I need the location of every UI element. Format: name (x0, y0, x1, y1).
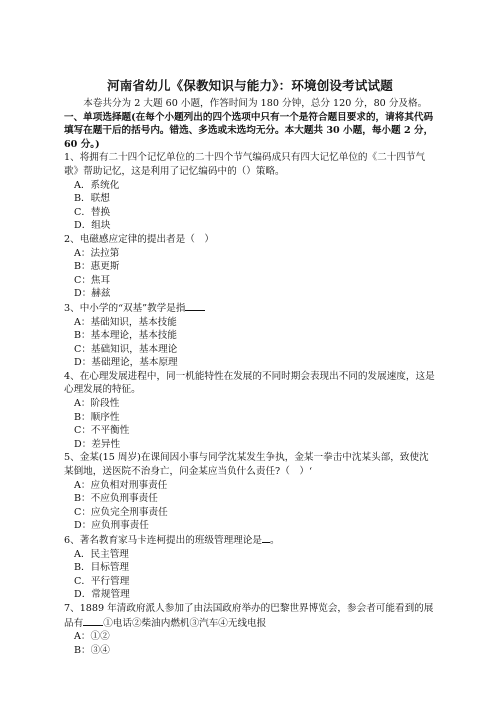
q7-stem-items: ①电话②柴油内燃机③汽车④无线电报 (103, 617, 267, 629)
exam-page (64, 78, 436, 657)
q4-option-d: D：差异性 (74, 438, 121, 450)
q7-option-b: B：③④ (74, 644, 110, 656)
q5-option-b: B：不应负刑事责任 (74, 493, 158, 505)
answer-blank (83, 616, 103, 626)
question-6-stem (64, 533, 436, 548)
answer-blank (185, 301, 205, 311)
q6-option-c: C．平行管理 (74, 575, 130, 587)
q2-option-d: D：赫兹 (74, 288, 111, 300)
exam-title: 河南省幼儿《保教知识与能力》：环境创设考试试题 (107, 78, 393, 93)
question-3-stem (64, 301, 436, 316)
q6-option-d: D．常规管理 (74, 589, 130, 601)
q4-option-a: A：阶段性 (74, 398, 120, 410)
q7-option-a: A：①② (74, 631, 110, 643)
exam-intro: 本卷共分为 2 大题 60 小题，作答时间为 180 分钟，总分 120 分，80 分及格。 (83, 98, 428, 109)
question-1-stem: 1、将拥有二十四个记忆单位的二十四个节气编码成只有四大记忆单位的《二十四节气歌》帮助记忆，这是利用了记忆编码中的（）策略。 (64, 152, 426, 177)
q4-option-b: B：顺序性 (74, 411, 120, 423)
q1-option-a: A．系统化 (74, 179, 120, 191)
q2-option-c: C：焦耳 (74, 274, 111, 286)
q2-option-b: B：惠更斯 (74, 261, 120, 273)
q3-stem-text: 3、中小学的“双基”教学是指 (64, 302, 186, 314)
q6-option-a: A．民主管理 (74, 548, 129, 560)
q1-option-c: C．替换 (74, 206, 111, 218)
q1-option-d: D．组块 (74, 220, 111, 232)
q1-option-b: B．联想 (74, 193, 110, 205)
q5-option-d: D：应负刑事责任 (74, 520, 149, 532)
question-5-stem: 5、金某(15 周岁)在课间因小事与同学沈某发生争执，金某一拳击中沈某头部，致使沈某倒地，送医院不治身亡，问金某应当负什么责任?（ ）‘ (64, 452, 429, 478)
question-7-stem (64, 602, 436, 630)
section-heading: 一、单项选择题(在每个小题列出的四个选项中只有一个是符合题目要求的，请将其代码填写在题干后的括号内。错选、多选或未选均无分。本大题共 30 小题，每小题 2 分，60 分。) (64, 111, 434, 150)
q3-option-b: B：基本理论，基本技能 (74, 330, 177, 342)
q6-stem-text: 6、著名教育家马卡连柯提出的班级管理理论是 (64, 535, 262, 546)
question-4-stem: 4、在心理发展进程中，同一机能特性在发展的不同时期会表现出不同的发展速度，这是心理发展的特征。 (64, 370, 435, 396)
q6-stem-end: 。 (269, 535, 280, 546)
q4-option-c: C：不平衡性 (74, 425, 130, 437)
q5-option-a: A：应负相对刑事责任 (74, 479, 168, 491)
q6-option-b: B．目标管理 (74, 562, 130, 574)
q7-stem-text: 7、1889 年清政府派人参加了由法国政府举办的巴黎世界博览会，参会者可能看到的展品有 (64, 602, 434, 629)
q3-option-a: A：基础知识，基本技能 (74, 316, 177, 328)
q5-option-c: C：应负完全刑事责任 (74, 506, 168, 518)
q2-option-a: A：法拉第 (74, 247, 120, 259)
q3-option-d: D：基础理论，基本原理 (74, 357, 178, 369)
q3-option-c: C：基础知识，基本理论 (74, 343, 178, 355)
answer-blank (262, 533, 270, 543)
question-2-stem: 2、电磁感应定律的提出者是（ ） (64, 233, 215, 245)
